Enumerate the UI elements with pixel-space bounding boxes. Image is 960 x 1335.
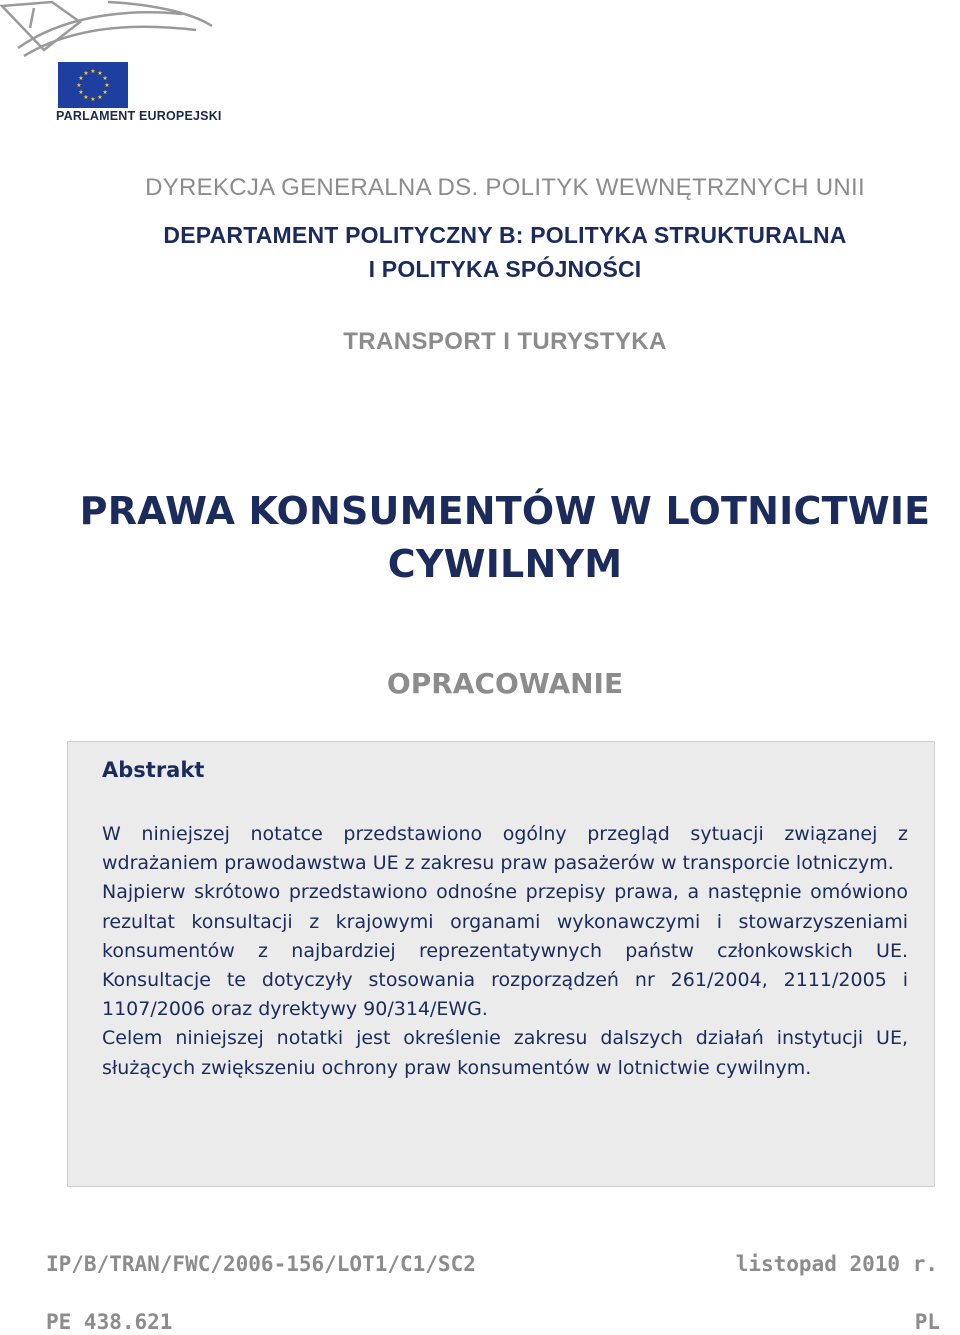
abstract-heading: Abstrakt xyxy=(102,758,205,782)
department-heading-line1: DEPARTAMENT POLITYCZNY B: POLITYKA STRUKTURALNA xyxy=(163,222,847,248)
eu-star-icon: ★ xyxy=(90,96,96,103)
language-code: PL xyxy=(914,1310,940,1334)
publication-date: listopad 2010 r. xyxy=(735,1252,938,1276)
policy-area-heading: TRANSPORT I TURYSTYKA xyxy=(343,328,667,355)
eu-star-icon: ★ xyxy=(104,82,110,89)
eu-star-icon: ★ xyxy=(76,82,82,89)
eu-star-icon: ★ xyxy=(78,75,84,82)
eu-star-icon: ★ xyxy=(83,69,89,77)
hemicycle-icon xyxy=(2,2,212,56)
logo-text: PARLAMENT EUROPEJSKI xyxy=(56,109,222,123)
document-title-line2: CYWILNYM xyxy=(387,542,623,586)
abstract-body xyxy=(102,820,908,1083)
eu-star-icon: ★ xyxy=(102,89,108,96)
department-heading-line2: I POLITYKA SPÓJNOŚCI xyxy=(368,256,642,282)
eu-star-icon: ★ xyxy=(83,94,89,102)
directorate-heading: DYREKCJA GENERALNA DS. POLITYK WEWNĘTRZNYCH UNII xyxy=(145,174,865,201)
eu-star-icon: ★ xyxy=(97,69,103,77)
document-reference: IP/B/TRAN/FWC/2006-156/LOT1/C1/SC2 xyxy=(46,1252,476,1276)
document-title-line1: PRAWA KONSUMENTÓW W LOTNICTWIE xyxy=(79,489,931,533)
abstract-paragraph-3: Celem niniejszej notatki jest określenie zakresu dalszych działań instytucji UE, służących zwiększeniu ochrony praw konsumentów w lotnictwie cywilnym. xyxy=(102,1027,908,1079)
eu-star-icon: ★ xyxy=(78,89,84,96)
abstract-paragraph-1: W niniejszej notatce przedstawiono ogólny przegląd sytuacji związanej z wdrażaniem prawodawstwa UE z zakresu praw pasażerów w transporcie lotniczym. xyxy=(102,823,908,875)
pe-number: PE 438.621 xyxy=(46,1310,173,1334)
eu-star-icon: ★ xyxy=(97,94,103,102)
eu-star-icon: ★ xyxy=(90,68,96,75)
eu-star-icon: ★ xyxy=(102,75,108,82)
document-type-label: OPRACOWANIE xyxy=(386,667,624,700)
abstract-paragraph-2: Najpierw skrótowo przedstawiono odnośne przepisy prawa, a następnie omówiono rezultat konsultacji z krajowymi organami wykonawczymi i stowarzyszeniami konsumentów z najbardziej reprezentatywnych państw członkowskich UE. Konsultacje te dotyczyły stosowania rozporządzeń nr 261/2004, 2111/2005 i 1107/2006 oraz dyrektywy 90/314/EWG. xyxy=(102,881,908,1021)
